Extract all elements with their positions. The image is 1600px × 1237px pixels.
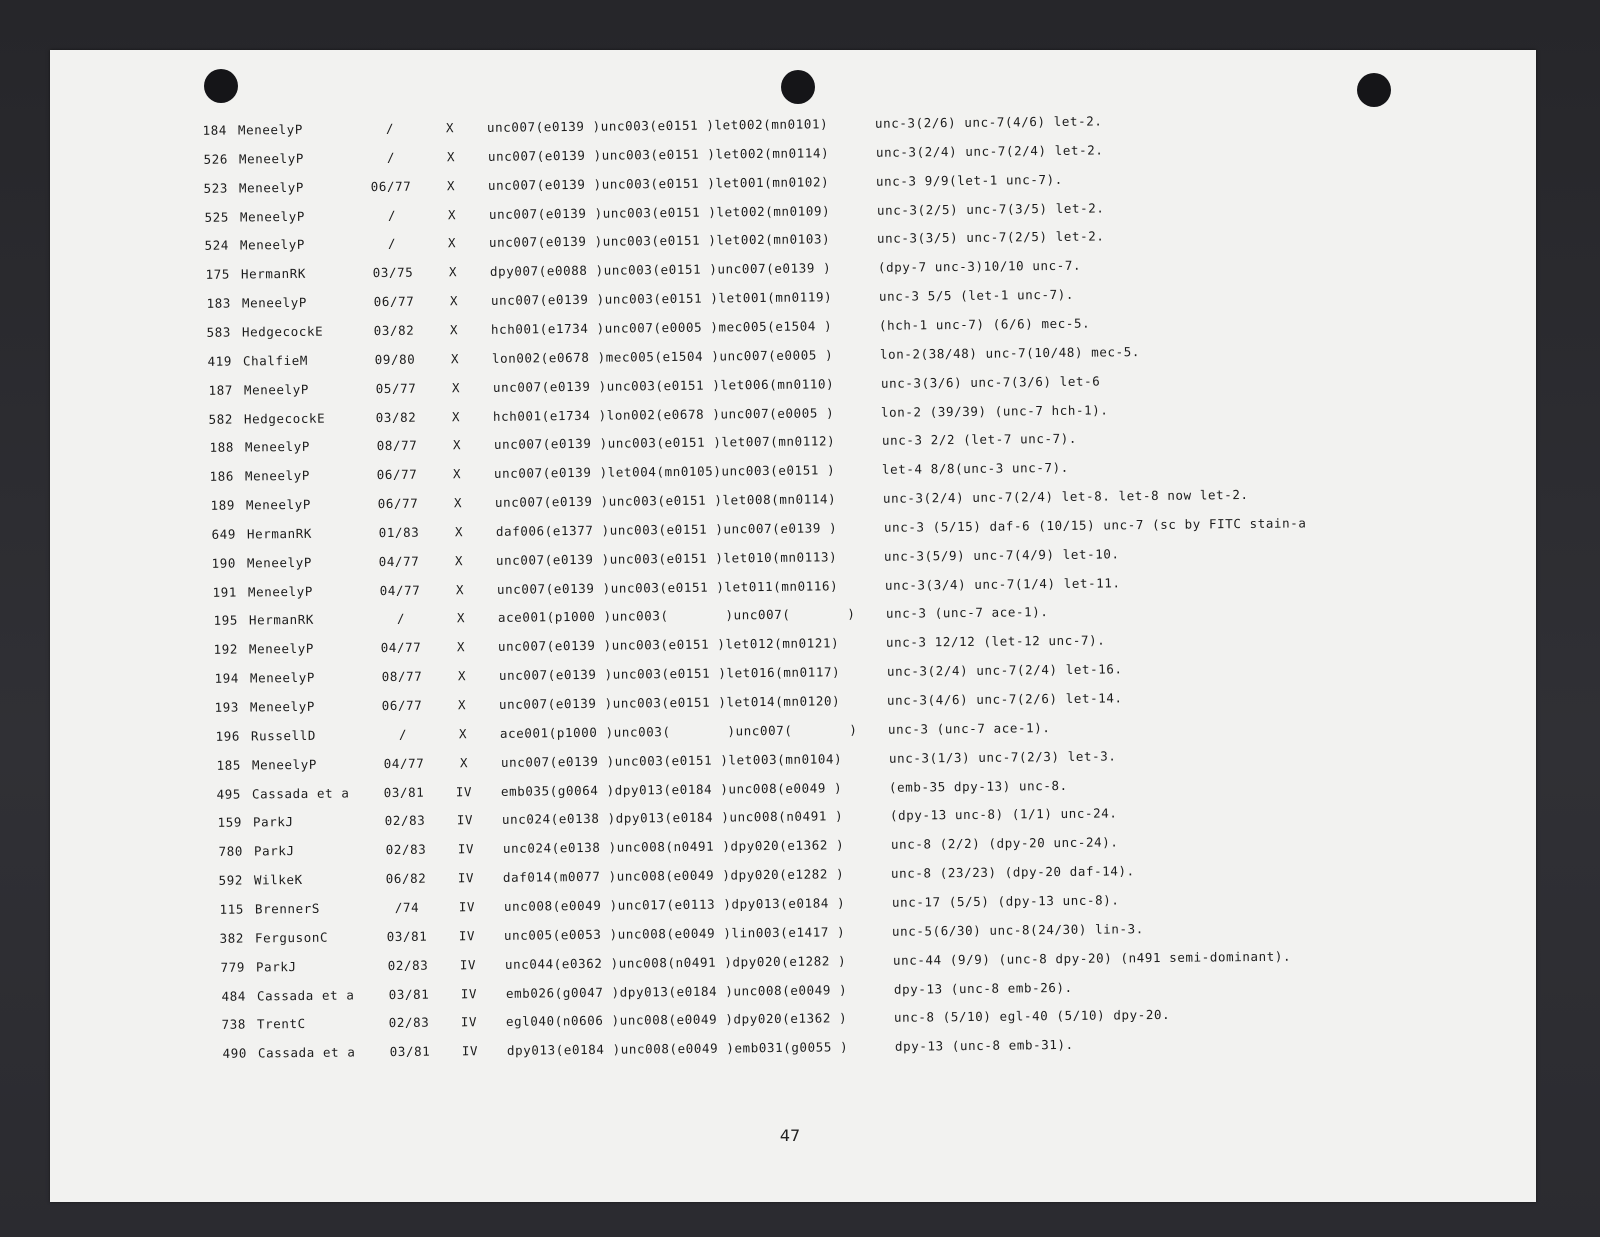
submitter-name: MeneelyP bbox=[243, 381, 309, 398]
strain-number: 188 bbox=[209, 439, 234, 456]
submitter-name: MeneelyP bbox=[249, 641, 315, 657]
date: 03/82 bbox=[375, 409, 417, 425]
genotype: unc007(e0139 )unc003(e0151 )let002(mn0101) bbox=[486, 116, 829, 135]
table-row bbox=[194, 456, 1494, 488]
date: 06/77 bbox=[377, 466, 418, 483]
strain-number: 189 bbox=[210, 497, 236, 513]
chromosome: X bbox=[449, 293, 458, 309]
table-row bbox=[200, 715, 1500, 747]
date: / bbox=[396, 611, 405, 627]
submitter-name: MeneelyP bbox=[237, 121, 304, 138]
chromosome: X bbox=[450, 351, 460, 367]
date: 03/82 bbox=[373, 322, 415, 339]
chromosome: X bbox=[447, 206, 456, 222]
genotype: unc007(e0139 )unc003(e0151 )let007(mn0112) bbox=[493, 433, 836, 453]
table-row bbox=[194, 427, 1494, 459]
strain-number: 187 bbox=[208, 382, 233, 398]
mapping-note: unc-8 (23/23) (dpy-20 daf-14). bbox=[890, 863, 1135, 881]
mapping-note: (dpy-7 unc-3)10/10 unc-7. bbox=[877, 257, 1082, 276]
genotype: unc007(e0139 )unc003(e0151 )let012(mn0121) bbox=[498, 635, 840, 655]
genotype: lon002(e0678 )mec005(e1504 )unc007(e0005 ) bbox=[491, 347, 834, 366]
submitter-name: Cassada et a bbox=[257, 1044, 356, 1061]
mapping-note: unc-3(2/4) unc-7(2/4) let-2. bbox=[875, 142, 1104, 160]
chromosome: IV bbox=[457, 841, 474, 857]
submitter-name: HedgecockE bbox=[244, 410, 326, 426]
date: / bbox=[388, 236, 397, 252]
genotype: unc007(e0139 )unc003(e0151 )let001(mn0102) bbox=[488, 173, 830, 193]
date: 04/77 bbox=[383, 755, 424, 771]
mapping-note: lon-2 (39/39) (unc-7 hch-1). bbox=[881, 401, 1109, 420]
submitter-name: ParkJ bbox=[252, 814, 294, 830]
date: 04/77 bbox=[380, 639, 422, 656]
strain-number: 779 bbox=[220, 959, 246, 975]
genotype: hch001(e1734 )unc007(e0005 )mec005(e1504 ) bbox=[491, 318, 833, 337]
strain-number: 184 bbox=[202, 122, 228, 138]
table-row bbox=[203, 859, 1503, 891]
chromosome: X bbox=[448, 264, 458, 280]
table-row bbox=[205, 975, 1505, 1007]
chromosome: IV bbox=[457, 870, 475, 886]
submitter-name: MeneelyP bbox=[247, 583, 313, 600]
strain-number: 195 bbox=[213, 613, 238, 629]
mapping-note: unc-3(2/6) unc-7(4/6) let-2. bbox=[874, 113, 1103, 131]
chromosome: X bbox=[456, 639, 466, 655]
table-row bbox=[202, 831, 1502, 863]
mapping-note: unc-3(2/4) unc-7(2/4) let-16. bbox=[886, 661, 1123, 679]
strain-number: 582 bbox=[208, 411, 234, 427]
mapping-note: unc-8 (5/10) egl-40 (5/10) dpy-20. bbox=[894, 1007, 1171, 1026]
submitter-name: HermanRK bbox=[246, 525, 312, 542]
strain-number: 526 bbox=[203, 151, 228, 167]
table-row bbox=[201, 744, 1501, 776]
chromosome: X bbox=[445, 120, 455, 136]
table-row bbox=[201, 773, 1501, 805]
table-row bbox=[204, 888, 1504, 920]
chromosome: X bbox=[452, 408, 461, 424]
genotype: unc007(e0139 )unc003(e0151 )let011(mn0116) bbox=[496, 577, 839, 597]
table-row bbox=[207, 1033, 1507, 1065]
chromosome: IV bbox=[456, 783, 473, 799]
chromosome: X bbox=[451, 379, 460, 395]
date: 03/81 bbox=[389, 1043, 431, 1060]
table-row bbox=[199, 658, 1499, 690]
chromosome: X bbox=[450, 322, 459, 338]
mapping-note: unc-3 (unc-7 ace-1). bbox=[887, 719, 1051, 737]
mapping-note: (emb-35 dpy-13) unc-8. bbox=[889, 777, 1069, 795]
mapping-note: unc-3(2/5) unc-7(3/5) let-2. bbox=[876, 199, 1105, 218]
date: 03/75 bbox=[372, 264, 414, 281]
genotype: unc007(e0139 )unc003(e0151 )let002(mn0109) bbox=[488, 202, 831, 222]
chromosome: X bbox=[453, 466, 462, 482]
mapping-note: dpy-13 (unc-8 emb-26). bbox=[893, 979, 1073, 997]
strain-number: 780 bbox=[218, 843, 243, 860]
submitter-name: MeneelyP bbox=[244, 439, 310, 455]
table-row bbox=[191, 311, 1491, 343]
mapping-note: unc-3 (5/15) daf-6 (10/15) unc-7 (sc by FITC stain-a bbox=[883, 515, 1307, 535]
submitter-name: MeneelyP bbox=[239, 208, 305, 225]
chromosome: X bbox=[453, 495, 463, 511]
genotype: hch001(e1734 )lon002(e0678 )unc007(e0005 ) bbox=[493, 404, 835, 424]
chromosome: X bbox=[452, 437, 461, 453]
genotype: unc007(e0139 )let004(mn0105)unc003(e0151 ) bbox=[494, 462, 836, 482]
submitter-name: RussellD bbox=[250, 727, 317, 744]
chromosome: X bbox=[457, 668, 466, 684]
submitter-name: MeneelyP bbox=[241, 294, 307, 311]
page-number: 47 bbox=[779, 1126, 801, 1145]
date: 02/83 bbox=[388, 1015, 430, 1031]
mapping-note: unc-3 5/5 (let-1 unc-7). bbox=[878, 286, 1074, 304]
strain-number: 525 bbox=[204, 209, 229, 225]
date: / bbox=[386, 149, 395, 165]
table-row bbox=[202, 802, 1502, 834]
table-row bbox=[190, 254, 1490, 286]
strain-number: 583 bbox=[206, 324, 232, 340]
genotype: daf006(e1377 )unc003(e0151 )unc007(e0139 ) bbox=[495, 520, 837, 539]
chromosome: X bbox=[455, 581, 465, 597]
mapping-note: unc-3 2/2 (let-7 unc-7). bbox=[881, 431, 1077, 449]
genotype: emb035(g0064 )dpy013(e0184 )unc008(e0049 ) bbox=[501, 779, 843, 799]
mapping-note: (hch-1 unc-7) (6/6) mec-5. bbox=[879, 315, 1091, 333]
genotype: unc007(e0139 )unc003(e0151 )let006(mn0110) bbox=[492, 375, 834, 395]
strain-number: 185 bbox=[216, 757, 241, 773]
date: / bbox=[387, 207, 396, 223]
genotype: unc044(e0362 )unc008(n0491 )dpy020(e1282 ) bbox=[504, 952, 847, 972]
submitter-name: MeneelyP bbox=[240, 237, 306, 253]
date: / bbox=[385, 120, 395, 136]
date: 03/81 bbox=[383, 784, 425, 800]
strain-table bbox=[50, 50, 1536, 1202]
submitter-name: Cassada et a bbox=[252, 784, 350, 802]
chromosome: X bbox=[455, 552, 464, 569]
chromosome: X bbox=[447, 177, 456, 193]
submitter-name: ChalfieM bbox=[242, 352, 309, 369]
table-row bbox=[195, 484, 1495, 516]
chromosome: X bbox=[458, 697, 467, 713]
strain-number: 191 bbox=[212, 584, 237, 600]
chromosome: X bbox=[456, 610, 465, 626]
table-row bbox=[189, 196, 1489, 228]
genotype: unc007(e0139 )unc003(e0151 )let008(mn0114) bbox=[494, 491, 837, 510]
genotype: ace001(p1000 )unc003( )unc007( ) bbox=[499, 721, 858, 741]
chromosome: IV bbox=[458, 899, 475, 915]
strain-number: 186 bbox=[209, 468, 235, 485]
table-row bbox=[199, 686, 1499, 718]
mapping-note: unc-3 9/9(let-1 unc-7). bbox=[876, 171, 1064, 189]
strain-number: 495 bbox=[216, 786, 242, 802]
chromosome: X bbox=[458, 726, 468, 742]
date: 04/77 bbox=[378, 553, 420, 569]
genotype: unc007(e0139 )unc003(e0151 )let014(mn0120) bbox=[499, 693, 841, 712]
strain-number: 524 bbox=[204, 237, 230, 254]
genotype: unc008(e0049 )unc017(e0113 )dpy013(e0184 ) bbox=[503, 895, 846, 914]
date: 04/77 bbox=[379, 582, 421, 598]
table-row bbox=[205, 946, 1505, 978]
chromosome: X bbox=[454, 524, 463, 540]
strain-number: 194 bbox=[214, 670, 239, 686]
table-row bbox=[196, 513, 1496, 545]
mapping-note: (dpy-13 unc-8) (1/1) unc-24. bbox=[889, 805, 1118, 824]
genotype: unc005(e0053 )unc008(e0049 )lin003(e1417 ) bbox=[504, 924, 846, 943]
strain-number: 738 bbox=[221, 1016, 247, 1033]
table-row bbox=[191, 282, 1491, 314]
genotype: dpy013(e0184 )unc008(e0049 )emb031(g0055 ) bbox=[506, 1039, 849, 1059]
strain-number: 115 bbox=[219, 901, 244, 917]
date: / bbox=[398, 726, 408, 742]
table-row bbox=[192, 369, 1492, 401]
submitter-name: MeneelyP bbox=[249, 669, 315, 686]
submitter-name: MeneelyP bbox=[251, 756, 317, 773]
table-row bbox=[204, 917, 1504, 949]
mapping-note: unc-3(3/4) unc-7(1/4) let-11. bbox=[884, 574, 1121, 593]
submitter-name: MeneelyP bbox=[250, 698, 316, 715]
mapping-note: unc-3 12/12 (let-12 unc-7). bbox=[886, 632, 1106, 651]
strain-number: 175 bbox=[205, 266, 231, 283]
strain-number: 190 bbox=[211, 555, 237, 571]
chromosome: IV bbox=[460, 1014, 478, 1030]
mapping-note: unc-3(3/6) unc-7(3/6) let-6 bbox=[880, 373, 1100, 391]
strain-number: 523 bbox=[203, 180, 229, 196]
table-row bbox=[192, 340, 1492, 372]
table-row bbox=[198, 629, 1498, 661]
date: 03/81 bbox=[388, 986, 429, 1002]
strain-number: 192 bbox=[213, 641, 239, 658]
submitter-name: FergusonC bbox=[255, 929, 329, 946]
mapping-note: unc-17 (5/5) (dpy-13 unc-8). bbox=[891, 892, 1120, 910]
submitter-name: MeneelyP bbox=[238, 150, 304, 167]
table-row bbox=[196, 542, 1496, 574]
genotype: daf014(m0077 )unc008(e0049 )dpy020(e1282 ) bbox=[502, 866, 845, 885]
date: 05/77 bbox=[375, 380, 416, 396]
table-row bbox=[197, 571, 1497, 603]
date: 02/83 bbox=[387, 957, 429, 973]
table-row bbox=[188, 167, 1488, 199]
strain-number: 159 bbox=[217, 814, 242, 831]
submitter-name: MeneelyP bbox=[245, 467, 311, 484]
chromosome: IV bbox=[459, 927, 476, 944]
strain-number: 183 bbox=[206, 295, 231, 311]
submitter-name: WilkeK bbox=[254, 872, 303, 888]
chromosome: IV bbox=[456, 812, 474, 828]
mapping-note: unc-5(6/30) unc-8(24/30) lin-3. bbox=[892, 920, 1145, 939]
submitter-name: BrennerS bbox=[254, 900, 320, 917]
strain-number: 196 bbox=[215, 728, 241, 744]
mapping-note: unc-3(3/5) unc-7(2/5) let-2. bbox=[877, 228, 1106, 247]
genotype: unc007(e0139 )unc003(e0151 )let002(mn0103) bbox=[489, 231, 831, 251]
genotype: emb026(g0047 )dpy013(e0184 )unc008(e0049 ) bbox=[505, 981, 847, 1001]
table-row bbox=[189, 225, 1489, 257]
mapping-note: lon-2(38/48) unc-7(10/48) mec-5. bbox=[879, 343, 1140, 362]
table-row bbox=[193, 398, 1493, 430]
date: 08/77 bbox=[376, 438, 418, 454]
date: 06/82 bbox=[385, 870, 427, 887]
table-row bbox=[187, 109, 1487, 141]
genotype: unc024(e0138 )dpy013(e0184 )unc008(n0491 ) bbox=[501, 808, 844, 828]
date: 09/80 bbox=[374, 351, 416, 367]
mapping-note: unc-3(4/6) unc-7(2/6) let-14. bbox=[887, 690, 1124, 708]
submitter-name: Cassada et a bbox=[256, 986, 355, 1003]
mapping-note: unc-8 (2/2) (dpy-20 unc-24). bbox=[890, 834, 1119, 853]
strain-number: 419 bbox=[207, 353, 233, 369]
strain-number: 649 bbox=[211, 526, 236, 542]
mapping-note: unc-44 (9/9) (unc-8 dpy-20) (n491 semi-dominant). bbox=[892, 948, 1292, 968]
chromosome: IV bbox=[461, 1043, 479, 1059]
date: 06/77 bbox=[381, 697, 423, 714]
chromosome: X bbox=[446, 149, 455, 165]
strain-number: 490 bbox=[222, 1045, 247, 1062]
genotype: unc007(e0139 )unc003(e0151 )let001(mn0119) bbox=[490, 289, 833, 308]
date: 06/77 bbox=[370, 178, 412, 194]
table-row bbox=[206, 1004, 1506, 1036]
genotype: ace001(p1000 )unc003( )unc007( ) bbox=[497, 606, 856, 626]
mapping-note: unc-3 (unc-7 ace-1). bbox=[885, 604, 1049, 622]
genotype: unc007(e0139 )unc003(e0151 )let003(mn0104) bbox=[500, 750, 842, 770]
chromosome: X bbox=[459, 754, 468, 770]
submitter-name: HedgecockE bbox=[242, 323, 324, 340]
submitter-name: MeneelyP bbox=[239, 179, 305, 196]
submitter-name: HermanRK bbox=[240, 266, 307, 282]
mapping-note: unc-3(5/9) unc-7(4/9) let-10. bbox=[884, 546, 1120, 564]
date: /74 bbox=[394, 899, 419, 915]
genotype: unc024(e0138 )unc008(n0491 )dpy020(e1362 ) bbox=[502, 837, 844, 857]
submitter-name: TrentC bbox=[257, 1016, 307, 1032]
submitter-name: MeneelyP bbox=[247, 554, 313, 571]
genotype: unc007(e0139 )unc003(e0151 )let010(mn0113) bbox=[496, 549, 838, 568]
submitter-name: MeneelyP bbox=[245, 496, 312, 513]
chromosome: X bbox=[448, 235, 457, 251]
date: 08/77 bbox=[381, 668, 423, 685]
mapping-note: unc-3(1/3) unc-7(2/3) let-3. bbox=[888, 748, 1117, 766]
date: 02/83 bbox=[384, 813, 426, 829]
date: 06/77 bbox=[377, 495, 419, 512]
mapping-note: let-4 8/8(unc-3 unc-7). bbox=[882, 460, 1070, 477]
strain-number: 382 bbox=[219, 930, 245, 946]
genotype: unc007(e0139 )unc003(e0151 )let002(mn0114) bbox=[487, 145, 829, 164]
table-row bbox=[188, 138, 1488, 170]
strain-number: 592 bbox=[218, 872, 244, 888]
submitter-name: ParkJ bbox=[255, 958, 297, 975]
mapping-note: unc-3(2/4) unc-7(2/4) let-8. let-8 now let-2. bbox=[882, 487, 1249, 506]
strain-number: 193 bbox=[214, 699, 240, 715]
genotype: egl040(n0606 )unc008(e0049 )dpy020(e1362 ) bbox=[506, 1010, 848, 1030]
genotype: unc007(e0139 )unc003(e0151 )let016(mn0117) bbox=[498, 664, 841, 683]
strain-number: 484 bbox=[221, 988, 246, 1004]
date: 01/83 bbox=[378, 524, 420, 540]
date: 03/81 bbox=[386, 928, 428, 944]
table-row bbox=[197, 600, 1497, 632]
date: 06/77 bbox=[373, 293, 415, 310]
submitter-name: ParkJ bbox=[253, 843, 295, 859]
date: 02/83 bbox=[385, 841, 426, 858]
mapping-note: dpy-13 (unc-8 emb-31). bbox=[894, 1037, 1074, 1054]
genotype: dpy007(e0088 )unc003(e0151 )unc007(e0139 ) bbox=[489, 260, 832, 280]
submitter-name: HermanRK bbox=[248, 612, 314, 628]
document-sheet bbox=[50, 50, 1536, 1202]
chromosome: IV bbox=[460, 985, 477, 1001]
chromosome: IV bbox=[459, 956, 477, 972]
